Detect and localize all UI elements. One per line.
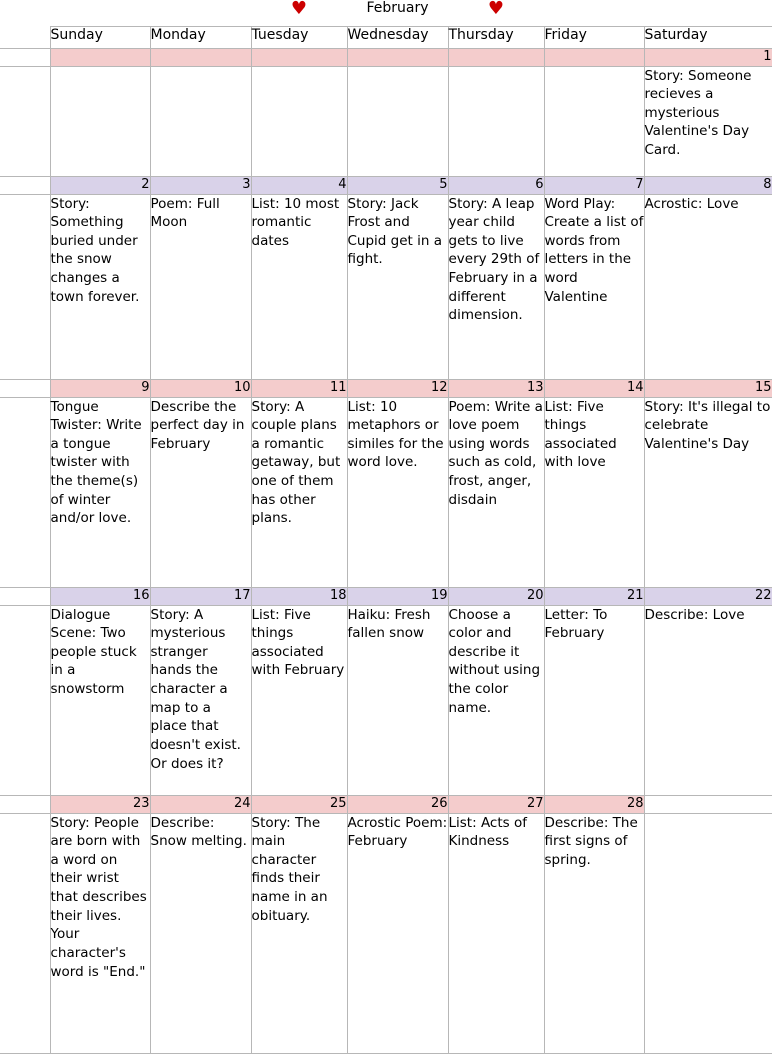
- week-4-content-row: [0, 605, 772, 795]
- day-cell[interactable]: [347, 397, 448, 587]
- week-3-left-gutter-content: [0, 397, 50, 587]
- prompt-text: Story: A mysterious stranger hands the character a map to a place that doesn't exist. Or does it?: [150, 606, 241, 772]
- day-cell[interactable]: [448, 397, 544, 587]
- week-4-left-gutter: [0, 587, 50, 605]
- prompt-text: Choose a color and describe it without using the color name.: [448, 606, 541, 716]
- day-cell[interactable]: [644, 813, 772, 1053]
- day-cell[interactable]: [644, 605, 772, 795]
- prompt-text: Poem: Full Moon: [150, 195, 220, 231]
- week-1-number-row: [0, 48, 772, 66]
- prompt-text: List: 10 metaphors or similes for the word love.: [347, 398, 444, 471]
- day-cell[interactable]: [50, 66, 150, 176]
- prompt-text: Story: A couple plans a romantic getaway, but one of them has other plans.: [251, 398, 341, 527]
- week-2-left-gutter: [0, 176, 50, 194]
- week-3-number-row: [0, 379, 772, 397]
- date-number: 24: [150, 795, 251, 813]
- day-header-saturday: Saturday: [644, 26, 772, 48]
- date-number: 12: [347, 379, 448, 397]
- week-4-number-row: [0, 587, 772, 605]
- calendar-title-row: [0, 0, 772, 26]
- title-spacer-3: [150, 0, 251, 26]
- day-cell[interactable]: [251, 397, 347, 587]
- day-cell[interactable]: [251, 194, 347, 379]
- prompt-text: Acrostic: Love: [644, 195, 739, 212]
- week-5-left-gutter-content: [0, 813, 50, 1053]
- date-number: [448, 48, 544, 66]
- week-1-content-row: [0, 66, 772, 176]
- prompt-text: Describe the perfect day in February: [150, 398, 245, 452]
- heart-icon-left: ♥: [290, 0, 308, 19]
- week-4-left-gutter-content: [0, 605, 50, 795]
- day-cell[interactable]: [544, 605, 644, 795]
- title-spacer-2: [50, 0, 150, 26]
- date-number: [50, 48, 150, 66]
- date-number: 19: [347, 587, 448, 605]
- date-number: 21: [544, 587, 644, 605]
- day-cell[interactable]: [150, 397, 251, 587]
- day-cell[interactable]: [50, 813, 150, 1053]
- week-3-content-row: [0, 397, 772, 587]
- week-5-content-row: [0, 813, 772, 1053]
- date-number: 27: [448, 795, 544, 813]
- date-number: 23: [50, 795, 150, 813]
- week-1-left-gutter: [0, 48, 50, 66]
- prompt-text: Describe: The first signs of spring.: [544, 814, 638, 868]
- day-header-tuesday: Tuesday: [251, 26, 347, 48]
- day-cell[interactable]: [544, 66, 644, 176]
- heart-icon-right: ♥: [487, 0, 505, 19]
- prompt-text: Describe: Snow melting.: [150, 814, 247, 850]
- prompt-text: Letter: To February: [544, 606, 608, 642]
- prompt-text: Acrostic Poem: February: [347, 814, 448, 850]
- day-cell[interactable]: [347, 605, 448, 795]
- date-number: 2: [50, 176, 150, 194]
- prompt-text: Tongue Twister: Write a tongue twister with the theme(s) of winter and/or love.: [50, 398, 142, 527]
- day-cell[interactable]: [150, 605, 251, 795]
- date-number: 17: [150, 587, 251, 605]
- day-cell[interactable]: [544, 813, 644, 1053]
- date-number: 13: [448, 379, 544, 397]
- date-number: [644, 795, 772, 813]
- day-header-sunday: Sunday: [50, 26, 150, 48]
- day-cell[interactable]: [150, 813, 251, 1053]
- title-right-spacer: [644, 0, 772, 26]
- day-cell[interactable]: [150, 194, 251, 379]
- date-number: 6: [448, 176, 544, 194]
- prompt-text: Story: The main character finds their name in an obituary.: [251, 814, 328, 924]
- date-number: 8: [644, 176, 772, 194]
- title-spacer-6: [544, 0, 644, 26]
- day-cell[interactable]: [251, 66, 347, 176]
- day-cell[interactable]: [347, 66, 448, 176]
- date-number: [544, 48, 644, 66]
- date-number: 14: [544, 379, 644, 397]
- day-cell[interactable]: [448, 605, 544, 795]
- day-cell[interactable]: [448, 66, 544, 176]
- prompt-text: List: Five things associated with February: [251, 606, 345, 679]
- day-cell[interactable]: [644, 397, 772, 587]
- day-cell[interactable]: [251, 813, 347, 1053]
- week-2-left-gutter-content: [0, 194, 50, 379]
- prompt-text: Story: Someone recieves a mysterious Valentine's Day Card.: [644, 67, 752, 158]
- week-3-left-gutter: [0, 379, 50, 397]
- week-5-number-row: [0, 795, 772, 813]
- date-number: 9: [50, 379, 150, 397]
- week-2-number-row: [0, 176, 772, 194]
- prompt-text: Story: Something buried under the snow changes a town forever.: [50, 195, 140, 305]
- week-5-left-gutter: [0, 795, 50, 813]
- week-2-content-row: [0, 194, 772, 379]
- date-number: 20: [448, 587, 544, 605]
- date-number: 22: [644, 587, 772, 605]
- prompt-text: List: 10 most romantic dates: [251, 195, 340, 249]
- prompt-text: Word Play: Create a list of words from letters in the word Valentine: [544, 195, 644, 305]
- day-cell[interactable]: [544, 194, 644, 379]
- date-number: 25: [251, 795, 347, 813]
- prompt-text: Story: People are born with a word on their wrist that describes their lives. Your character's word is "End.": [50, 814, 147, 980]
- date-number: 15: [644, 379, 772, 397]
- prompt-text: Poem: Write a love poem using words such as cold, frost, anger, disdain: [448, 398, 543, 508]
- date-number: 3: [150, 176, 251, 194]
- prompt-text: List: Five things associated with love: [544, 398, 617, 471]
- prompt-text: List: Acts of Kindness: [448, 814, 527, 850]
- prompt-text: Dialogue Scene: Two people stuck in a snowstorm: [50, 606, 137, 697]
- day-cell[interactable]: [50, 605, 150, 795]
- date-number: 4: [251, 176, 347, 194]
- date-number: [150, 48, 251, 66]
- page-title: February: [366, 0, 429, 16]
- day-cell[interactable]: [644, 66, 772, 176]
- title-left-spacer: [0, 0, 50, 26]
- date-number: 11: [251, 379, 347, 397]
- day-cell[interactable]: [251, 605, 347, 795]
- date-number: [347, 48, 448, 66]
- day-cell[interactable]: [347, 813, 448, 1053]
- day-cell[interactable]: [448, 194, 544, 379]
- day-header-wednesday: Wednesday: [347, 26, 448, 48]
- row-label-spacer: [0, 26, 50, 48]
- date-number: 1: [644, 48, 772, 66]
- day-header-row: [0, 26, 772, 48]
- prompt-text: Story: Jack Frost and Cupid get in a fight.: [347, 195, 442, 268]
- day-cell[interactable]: [644, 194, 772, 379]
- prompt-text: Story: It's illegal to celebrate Valentine's Day: [644, 398, 771, 452]
- date-number: 10: [150, 379, 251, 397]
- date-number: [251, 48, 347, 66]
- day-header-monday: Monday: [150, 26, 251, 48]
- date-number: 26: [347, 795, 448, 813]
- prompt-text: Story: A leap year child gets to live every 29th of February in a different dimension.: [448, 195, 540, 324]
- day-cell[interactable]: [448, 813, 544, 1053]
- day-cell[interactable]: [150, 66, 251, 176]
- prompt-text: Describe: Love: [644, 606, 745, 623]
- date-number: 18: [251, 587, 347, 605]
- day-header-friday: Friday: [544, 26, 644, 48]
- date-number: 16: [50, 587, 150, 605]
- prompt-text: Haiku: Fresh fallen snow: [347, 606, 431, 642]
- day-header-thursday: Thursday: [448, 26, 544, 48]
- date-number: 28: [544, 795, 644, 813]
- day-cell[interactable]: [347, 194, 448, 379]
- week-1-left-gutter-content: [0, 66, 50, 176]
- date-number: 5: [347, 176, 448, 194]
- day-cell[interactable]: [50, 194, 150, 379]
- day-cell[interactable]: [50, 397, 150, 587]
- date-number: 7: [544, 176, 644, 194]
- day-cell[interactable]: [544, 397, 644, 587]
